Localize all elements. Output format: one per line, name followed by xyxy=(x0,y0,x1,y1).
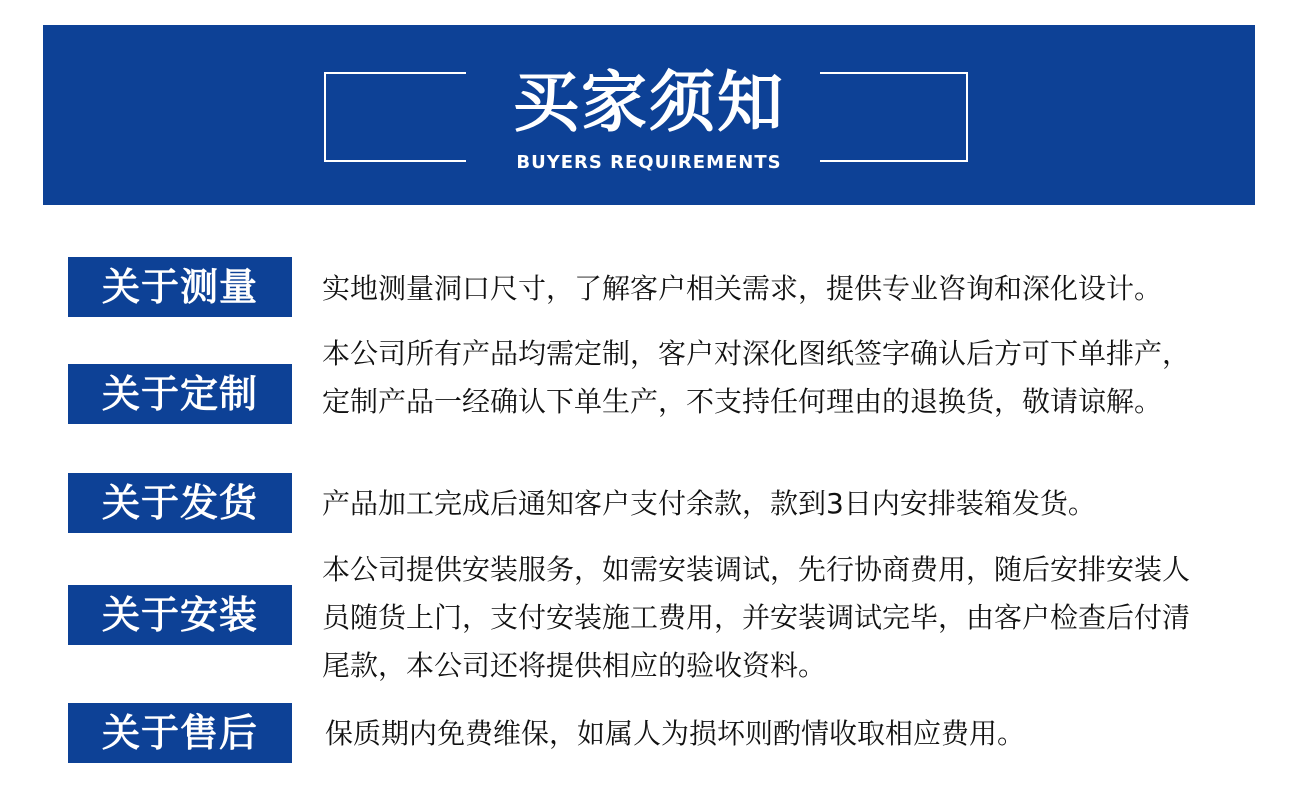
page-subtitle: BUYERS REQUIREMENTS xyxy=(516,152,782,173)
section-text-after-sales: 保质期内免费维保，如属人为损坏则酌情收取相应费用。 xyxy=(325,717,1026,750)
section-label-measurement: 关于测量 xyxy=(68,257,292,317)
section-label-after-sales: 关于售后 xyxy=(68,703,292,763)
section-label-installation: 关于安装 xyxy=(68,585,292,645)
section-label-customization: 关于定制 xyxy=(68,364,292,424)
section-text-customization: 本公司所有产品均需定制，客户对深化图纸签字确认后方可下单排产，定制产品一经确认下单生产，不支持任何理由的退换货，敬请谅解。 xyxy=(322,337,1191,418)
section-text-measurement: 实地测量洞口尺寸，了解客户相关需求，提供专业咨询和深化设计。 xyxy=(322,272,1163,305)
page-title: 买家须知 xyxy=(513,64,785,141)
section-text-installation: 本公司提供安装服务，如需安装调试，先行协商费用，随后安排安装人员随货上门，支付安装施工费用，并安装调试完毕，由客户检查后付清尾款，本公司还将提供相应的验收资料。 xyxy=(322,553,1191,682)
section-label-shipping: 关于发货 xyxy=(68,473,292,533)
header-banner xyxy=(43,25,1255,205)
section-text-shipping: 产品加工完成后通知客户支付余款，款到3日内安排装箱发货。 xyxy=(322,487,1096,520)
